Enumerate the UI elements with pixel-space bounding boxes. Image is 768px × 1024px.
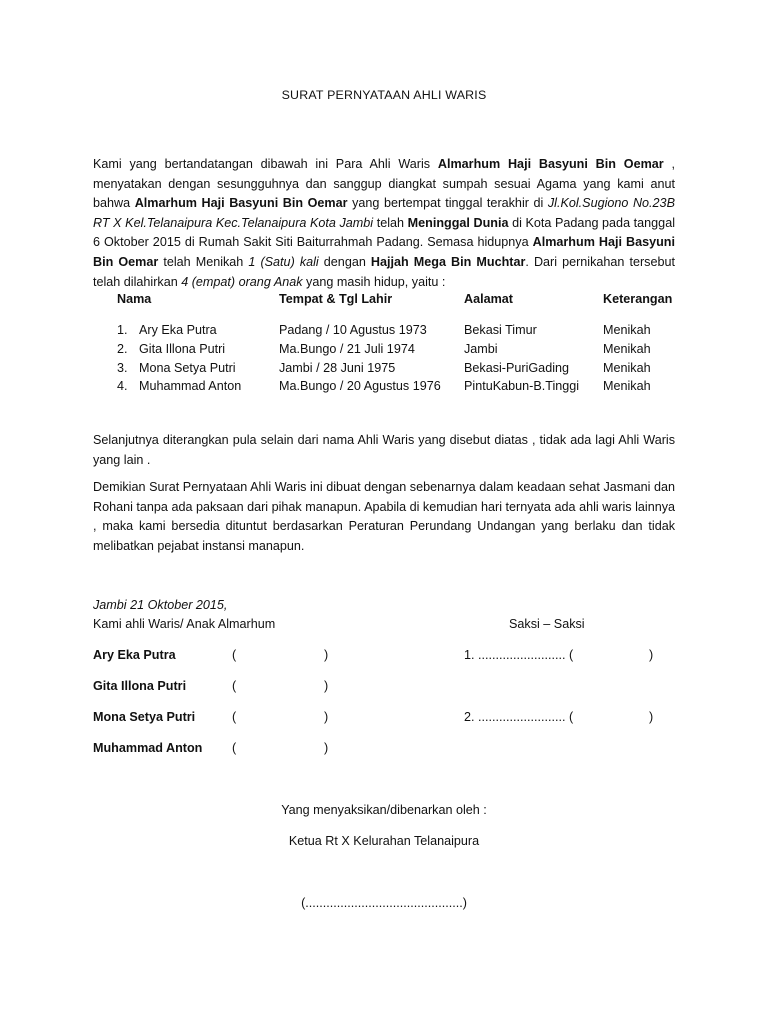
row-number: 3.: [117, 361, 128, 375]
signer-name: Mona Setya Putri: [93, 710, 196, 724]
heirs-signature-label: Kami ahli Waris/ Anak Almarhum: [93, 617, 276, 631]
table-header-status: Keterangan: [603, 292, 673, 306]
signature-open-paren: (: [232, 679, 237, 693]
rt-chief-label: Ketua Rt X Kelurahan Telanaipura: [288, 834, 480, 848]
table-row: [0, 361, 768, 380]
signature-open-paren: (: [232, 648, 237, 662]
no-other-heirs-paragraph: Selanjutnya diterangkan pula selain dari nama Ahli Waris yang disebut diatas , tidak ada lagi Ahli Waris yang lain .: [93, 433, 675, 467]
heir-birth: Jambi / 28 Juni 1975: [279, 361, 396, 375]
signer-name: Gita Illona Putri: [93, 679, 187, 693]
heir-name: Muhammad Anton: [139, 379, 242, 393]
heir-name: Mona Setya Putri: [139, 361, 236, 375]
row-number: 1.: [117, 323, 128, 337]
document-title: SURAT PERNYATAAN AHLI WARIS: [281, 88, 487, 102]
heir-address: Bekasi Timur: [464, 323, 537, 337]
intro-text: telah Menikah: [158, 254, 249, 269]
heir-birth: Ma.Bungo / 21 Juli 1974: [279, 342, 415, 356]
table-row: [0, 379, 768, 398]
signer-name: Ary Eka Putra: [93, 648, 176, 662]
place-date: Jambi 21 Oktober 2015,: [93, 598, 228, 612]
children-count: 4 (empat) orang Anak: [181, 274, 303, 289]
signature-close-paren: ): [324, 679, 329, 693]
witness-close-paren: ): [649, 648, 654, 662]
deceased-name: Almarhum Haji Basyuni Bin Oemar: [134, 196, 348, 211]
heir-name: Ary Eka Putra: [139, 323, 217, 337]
row-number: 4.: [117, 379, 128, 393]
heir-address: Jambi: [464, 342, 498, 356]
deceased-name: Almarhum Haji Basyuni Bin Oemar: [437, 157, 664, 171]
heir-address: PintuKabun-B.Tinggi: [464, 379, 580, 393]
death-statement: Meninggal Dunia: [407, 215, 509, 230]
table-header-address: Aalamat: [464, 292, 513, 306]
intro-text: , menyatakan dengan sesungguhnya dan sanggup diangkat sumpah sesuai Agama yang kami anut bahwa: [93, 157, 675, 211]
intro-paragraph: [93, 155, 675, 292]
deceased-address: Jl.Kol.Sugiono No.23B RT X Kel.Telanaipura Kec.Telanaipura Kota Jambi: [93, 196, 675, 230]
intro-text: . Dari pernikahan tersebut telah dilahirkan: [93, 254, 675, 289]
spouse-name: Hajjah Mega Bin Muchtar: [370, 254, 526, 269]
attestation-label: Yang menyaksikan/dibenarkan oleh :: [281, 803, 487, 817]
heir-status: Menikah: [603, 342, 651, 356]
intro-text: yang bertempat tinggal terakhir di: [347, 196, 548, 211]
witnesses-label: Saksi – Saksi: [509, 617, 585, 631]
witness-line: 1. ......................... (: [464, 648, 574, 662]
table-row: [0, 342, 768, 361]
signature-close-paren: ): [324, 741, 329, 755]
heir-birth: Ma.Bungo / 20 Agustus 1976: [279, 379, 441, 393]
witness-close-paren: ): [649, 710, 654, 724]
intro-text: di Kota Padang pada tanggal 6 Oktober 2015 di Rumah Sakit Siti Baiturrahmah Padang. Semasa hidupnya: [93, 215, 675, 250]
signature-close-paren: ): [324, 710, 329, 724]
marriage-count: 1 (Satu) kali: [248, 254, 319, 269]
signer-name: Muhammad Anton: [93, 741, 203, 755]
rt-chief-signature-line: (.............................................): [301, 896, 467, 910]
declaration-paragraph: Demikian Surat Pernyataan Ahli Waris ini dibuat dengan sebenarnya dalam keadaan sehat Jasmani dan Rohani tanpa ada paksaan dari pihak manapun. Apabila di kemudian hari ternyata ada ahli waris lainnya , maka kami bersedia dituntut berdasarkan Peraturan Perundang Undangan yang berlaku dan tidak melibatkan pejabat instansi manapun.: [93, 480, 675, 553]
signature-open-paren: (: [232, 741, 237, 755]
row-number: 2.: [117, 342, 128, 356]
intro-text: yang masih hidup, yaitu :: [302, 274, 446, 289]
table-header-name: Nama: [117, 292, 152, 306]
intro-text: dengan: [318, 254, 371, 269]
signature-open-paren: (: [232, 710, 237, 724]
heir-birth: Padang / 10 Agustus 1973: [279, 323, 427, 337]
heir-name: Gita Illona Putri: [139, 342, 226, 356]
witness-line: 2. ......................... (: [464, 710, 574, 724]
signature-close-paren: ): [324, 648, 329, 662]
heir-status: Menikah: [603, 361, 651, 375]
intro-text: telah: [373, 215, 408, 230]
heir-status: Menikah: [603, 323, 651, 337]
table-row: [0, 323, 768, 342]
heir-status: Menikah: [603, 379, 651, 393]
heir-address: Bekasi-PuriGading: [464, 361, 569, 375]
table-header-birth: Tempat & Tgl Lahir: [279, 292, 393, 306]
deceased-name: Almarhum Haji Basyuni Bin Oemar: [93, 235, 675, 269]
intro-text: Kami yang bertandatangan dibawah ini Para Ahli Waris: [93, 157, 438, 171]
